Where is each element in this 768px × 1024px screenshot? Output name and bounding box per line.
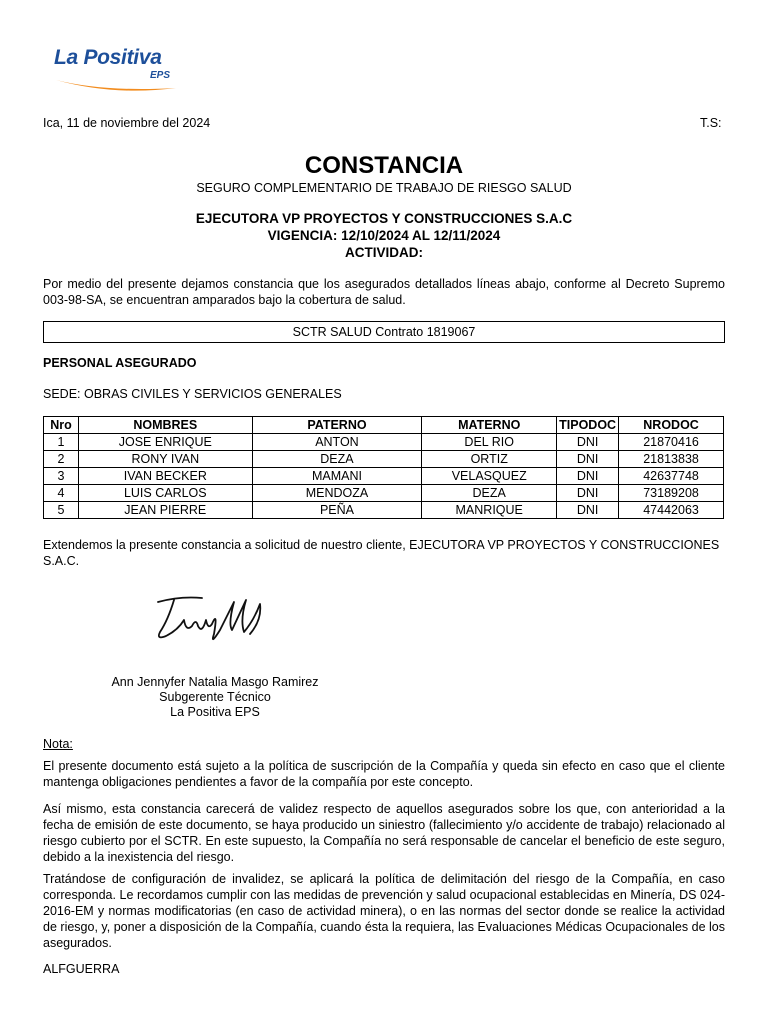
company-logo [54, 46, 184, 98]
cell-tipodoc: DNI [557, 502, 619, 519]
table-row [44, 451, 724, 468]
cell-materno: ORTIZ [422, 451, 557, 468]
note-paragraph: Así mismo, esta constancia carecerá de validez respecto de aquellos asegurados sobre los que, con anterioridad a la fecha de emisión de este documento, se haya producido un siniestro (fallecimiento y/o accidente de trabajo) relacionado al riesgo cubierto por el SCTR. En este supuesto, la Compañía no será responsable de cancelar el beneficio de este seguro, debido a la inexistencia del riesgo. [43, 802, 725, 864]
cell-materno: DEZA [422, 485, 557, 502]
cell-nrodoc: 73189208 [619, 485, 724, 502]
cell-materno: MANRIQUE [422, 502, 557, 519]
note-paragraph: Tratándose de configuración de invalidez, se aplicará la política de delimitación del riesgo de la Compañía, en caso corresponda. Le recordamos cumplir con las medidas de prevención y salud ocupacional establecidas en Minería, DS 024-2016-EM y normas modificatorias (en caso de actividad minera), o en las normas del sector donde se realice la actividad de riesgo, y, poner a disposición de la Compañía, cuando ésta la requiera, las Evaluaciones Médicas Ocupacionales de los asegurados. [43, 872, 725, 950]
cell-paterno: MENDOZA [252, 485, 422, 502]
cell-nro: 2 [44, 451, 79, 468]
actividad: ACTIVIDAD: [345, 245, 423, 260]
signer-role: Subgerente Técnico [159, 690, 271, 704]
table-row [44, 468, 724, 485]
col-nrodoc: NRODOC [619, 417, 724, 434]
col-nro: Nro [44, 417, 79, 434]
nota-label: Nota: [43, 737, 73, 751]
cell-nombres: LUIS CARLOS [78, 485, 252, 502]
cell-paterno: ANTON [252, 434, 422, 451]
table-row [44, 434, 724, 451]
cell-tipodoc: DNI [557, 468, 619, 485]
cell-nombres: IVAN BECKER [78, 468, 252, 485]
cell-paterno: DEZA [252, 451, 422, 468]
document-subtitle: SEGURO COMPLEMENTARIO DE TRABAJO DE RIESGO SALUD [196, 181, 572, 195]
document-title: CONSTANCIA [304, 152, 464, 179]
ts-label: T.S: [700, 116, 722, 130]
table-row [44, 502, 724, 519]
note-paragraph: El presente documento está sujeto a la política de suscripción de la Compañía y queda sin efecto en caso que el cliente mantenga obligaciones pendientes a favor de la compañía por este concepto. [43, 759, 725, 789]
table-row [44, 485, 724, 502]
cell-nro: 5 [44, 502, 79, 519]
intro-paragraph: Por medio del presente dejamos constancia que los asegurados detallados líneas abajo, conforme al Decreto Supremo 003-98-SA, se encuentran amparados bajo la cobertura de salud. [43, 277, 725, 307]
logo-swoosh-icon [54, 76, 179, 96]
col-tipodoc: TIPODOC [557, 417, 619, 434]
cell-nombres: RONY IVAN [78, 451, 252, 468]
footer-code: ALFGUERRA [43, 962, 120, 976]
cell-nrodoc: 42637748 [619, 468, 724, 485]
sede: SEDE: OBRAS CIVILES Y SERVICIOS GENERALES [43, 387, 342, 401]
cell-nombres: JOSE ENRIQUE [78, 434, 252, 451]
extension-paragraph: Extendemos la presente constancia a solicitud de nuestro cliente, EJECUTORA VP PROYECTOS Y CONSTRUCCIONES S.A.C. [43, 538, 720, 568]
contract-box: SCTR SALUD Contrato 1819067 [43, 321, 725, 343]
col-nombres: NOMBRES [78, 417, 252, 434]
vigencia: VIGENCIA: 12/10/2024 AL 12/11/2024 [267, 228, 501, 243]
handwritten-signature [150, 590, 270, 650]
cell-tipodoc: DNI [557, 451, 619, 468]
cell-nro: 3 [44, 468, 79, 485]
logo-name: La Positiva [54, 46, 162, 69]
col-paterno: PATERNO [252, 417, 422, 434]
cell-materno: DEL RIO [422, 434, 557, 451]
insured-table [43, 416, 724, 519]
cell-nombres: JEAN PIERRE [78, 502, 252, 519]
cell-nro: 4 [44, 485, 79, 502]
cell-tipodoc: DNI [557, 434, 619, 451]
cell-materno: VELASQUEZ [422, 468, 557, 485]
cell-nrodoc: 47442063 [619, 502, 724, 519]
place-date: Ica, 11 de noviembre del 2024 [43, 116, 211, 130]
logo-sub: EPS [150, 70, 171, 81]
signer-org: La Positiva EPS [170, 705, 260, 719]
personal-heading: PERSONAL ASEGURADO [43, 356, 197, 370]
company-name: EJECUTORA VP PROYECTOS Y CONSTRUCCIONES S.A.C [195, 211, 573, 226]
cell-nrodoc: 21870416 [619, 434, 724, 451]
table-header-row [44, 417, 724, 434]
cell-paterno: PEÑA [252, 502, 422, 519]
col-materno: MATERNO [422, 417, 557, 434]
cell-nrodoc: 21813838 [619, 451, 724, 468]
signer-name: Ann Jennyfer Natalia Masgo Ramirez [111, 675, 319, 689]
cell-tipodoc: DNI [557, 485, 619, 502]
cell-paterno: MAMANI [252, 468, 422, 485]
cell-nro: 1 [44, 434, 79, 451]
